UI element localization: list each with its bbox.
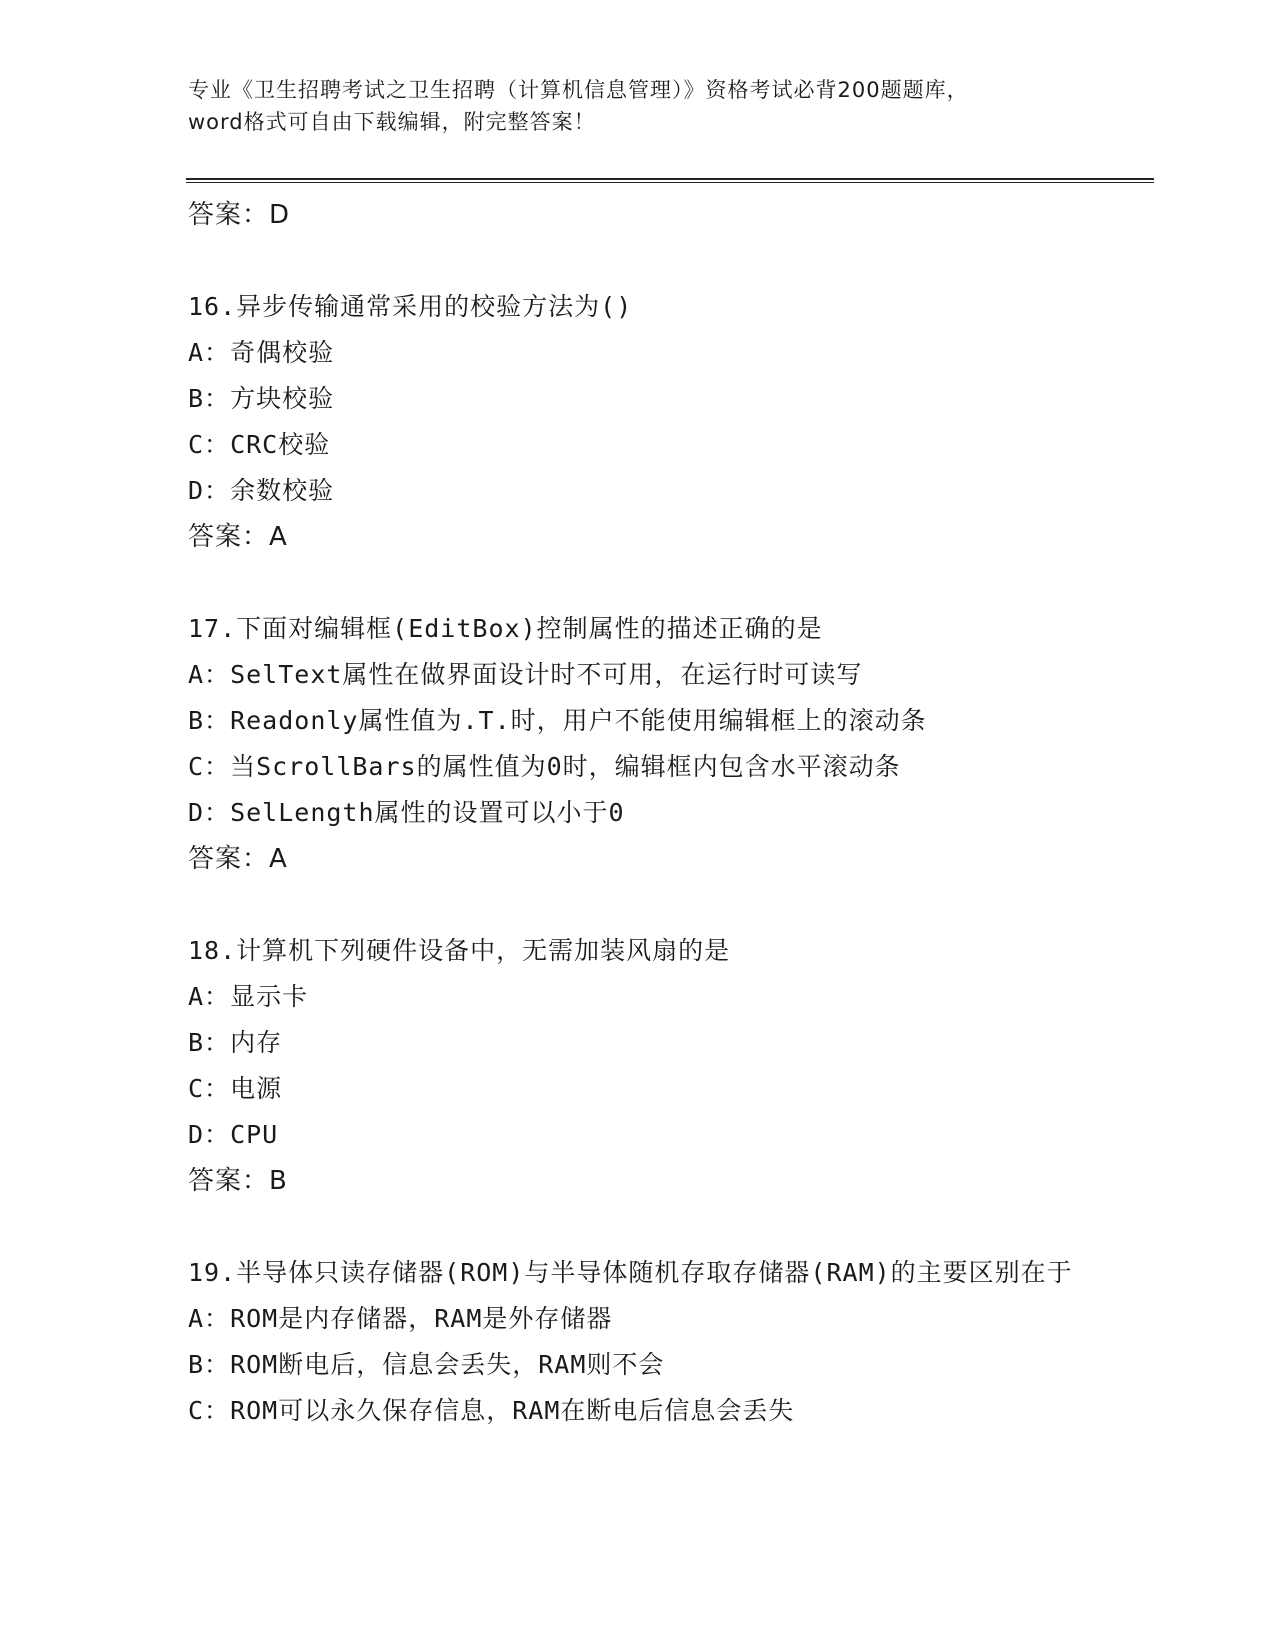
option-text: 奇偶校验 xyxy=(230,338,335,367)
option-text: ROM可以永久保存信息，RAM在断电后信息会丢失 xyxy=(230,1396,795,1425)
document-header xyxy=(188,74,1088,138)
question-option xyxy=(188,1296,1108,1342)
answer-line: 答案：A xyxy=(188,522,288,552)
option-key: A： xyxy=(188,338,231,367)
question-option xyxy=(188,330,1108,376)
option-key: C： xyxy=(188,752,231,781)
question-option xyxy=(188,652,1108,698)
option-text: 余数校验 xyxy=(230,476,335,505)
option-text: 内存 xyxy=(230,1028,283,1057)
answer-line: 答案：D xyxy=(188,200,291,230)
option-text: SelText属性在做界面设计时不可用，在运行时可读写 xyxy=(230,660,863,689)
option-key: C： xyxy=(188,1074,231,1103)
question-spacer xyxy=(188,1204,1108,1250)
header-line-1: 专业《卫生招聘考试之卫生招聘（计算机信息管理）》资格考试必背200题题库， xyxy=(188,78,969,102)
option-key: A： xyxy=(188,982,231,1011)
option-text: CRC校验 xyxy=(230,430,331,459)
answer-line: 答案：B xyxy=(188,1166,288,1196)
question-option xyxy=(188,974,1108,1020)
question-option xyxy=(188,422,1108,468)
option-text: 显示卡 xyxy=(230,982,309,1011)
option-key: D： xyxy=(188,476,231,505)
option-key: C： xyxy=(188,430,231,459)
question-block xyxy=(188,284,1108,560)
question-title: 16.异步传输通常采用的校验方法为() xyxy=(188,292,633,321)
question-title: 17.下面对编辑框(EditBox)控制属性的描述正确的是 xyxy=(188,614,823,643)
question-title: 18.计算机下列硬件设备中，无需加装风扇的是 xyxy=(188,936,731,965)
question-spacer xyxy=(188,882,1108,928)
question-block xyxy=(188,1250,1108,1434)
question-option xyxy=(188,744,1108,790)
option-key: D： xyxy=(188,1120,231,1149)
option-text: 方块校验 xyxy=(230,384,335,413)
question-block xyxy=(188,928,1108,1204)
option-key: D： xyxy=(188,798,231,827)
question-option xyxy=(188,698,1108,744)
option-key: B： xyxy=(188,1028,231,1057)
question-option xyxy=(188,468,1108,514)
header-divider-top xyxy=(186,178,1154,180)
question-block xyxy=(188,606,1108,882)
option-text: ROM断电后，信息会丢失，RAM则不会 xyxy=(230,1350,665,1379)
header-divider-bottom xyxy=(186,182,1154,183)
header-line-2: word格式可自由下载编辑，附完整答案！ xyxy=(188,110,596,134)
option-key: B： xyxy=(188,384,231,413)
option-key: B： xyxy=(188,706,231,735)
question-option xyxy=(188,790,1108,836)
option-key: A： xyxy=(188,1304,231,1333)
question-option xyxy=(188,1388,1108,1434)
option-key: A： xyxy=(188,660,231,689)
question-list xyxy=(188,192,1108,1434)
question-option xyxy=(188,1112,1108,1158)
option-text: SelLength属性的设置可以小于0 xyxy=(230,798,625,827)
question-option xyxy=(188,1342,1108,1388)
option-text: 当ScrollBars的属性值为0时，编辑框内包含水平滚动条 xyxy=(230,752,901,781)
option-key: B： xyxy=(188,1350,231,1379)
option-text: CPU xyxy=(230,1120,279,1149)
option-text: ROM是内存储器，RAM是外存储器 xyxy=(230,1304,613,1333)
option-text: Readonly属性值为.T.时，用户不能使用编辑框上的滚动条 xyxy=(230,706,927,735)
question-title: 19.半导体只读存储器(ROM)与半导体随机存取存储器(RAM)的主要区别在于 xyxy=(188,1258,1073,1287)
question-option xyxy=(188,1066,1108,1112)
question-option xyxy=(188,1020,1108,1066)
option-key: C： xyxy=(188,1396,231,1425)
question-option xyxy=(188,376,1108,422)
option-text: 电源 xyxy=(230,1074,283,1103)
question-spacer xyxy=(188,560,1108,606)
answer-line: 答案：A xyxy=(188,844,288,874)
question-spacer xyxy=(188,238,1108,284)
